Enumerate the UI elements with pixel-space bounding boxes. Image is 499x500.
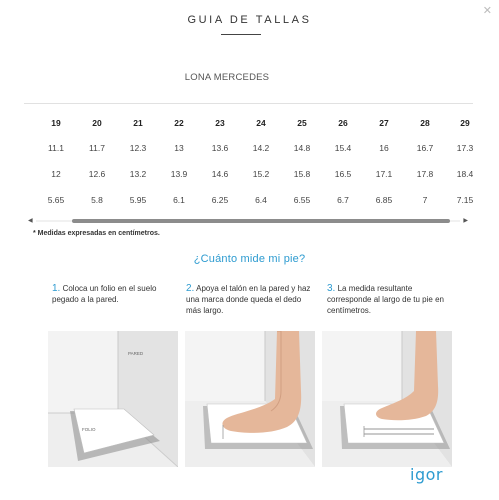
table-row	[0, 141, 499, 155]
table-cell: 16.7	[416, 143, 434, 153]
step-number: 1.	[52, 283, 61, 294]
table-cell: 16.5	[334, 169, 352, 179]
size-header-cell: 28	[420, 118, 430, 128]
table-cell: 12.3	[129, 143, 147, 153]
table-cell: 7	[422, 195, 428, 205]
room-illustration	[48, 331, 178, 467]
table-cell: 13.6	[211, 143, 229, 153]
table-cell: 17.3	[456, 143, 474, 153]
table-cell: 12.6	[88, 169, 106, 179]
table-row	[0, 193, 499, 207]
table-cell: 13.9	[170, 169, 188, 179]
table-cell: 7.15	[456, 195, 474, 205]
size-header-cell: 22	[174, 118, 184, 128]
table-scrollbar[interactable]	[28, 217, 468, 225]
table-cell: 17.8	[416, 169, 434, 179]
table-cell: 14.2	[252, 143, 270, 153]
size-header-cell: 29	[460, 118, 470, 128]
table-cell: 6.25	[211, 195, 229, 205]
table-cell: 16	[379, 143, 389, 153]
table-cell: 5.65	[47, 195, 65, 205]
step-1	[52, 283, 182, 305]
step-3	[327, 283, 457, 316]
size-table[interactable]	[0, 112, 499, 212]
size-header-cell: 20	[92, 118, 102, 128]
table-cell: 18.4	[456, 169, 474, 179]
triangle-right-icon[interactable]: ▶	[463, 218, 468, 224]
model-name: LONA MERCEDES	[184, 72, 270, 83]
step-text: La medida resultante corresponde al largo de tu pie en centímetros.	[327, 284, 444, 315]
step-text: Coloca un folio en el suelo pegado a la pared.	[52, 284, 157, 304]
triangle-left-icon[interactable]: ◀	[28, 218, 33, 224]
table-cell: 11.7	[89, 143, 105, 153]
step-2	[186, 283, 316, 316]
page-title: GUIA DE TALLAS	[187, 14, 312, 26]
brand-logo: igor	[410, 465, 443, 484]
table-cell: 12	[51, 169, 61, 179]
size-header-cell: 19	[51, 118, 61, 128]
scrollbar-thumb[interactable]	[72, 219, 450, 223]
close-icon[interactable]: ✕	[482, 5, 492, 17]
size-header-cell: 26	[338, 118, 348, 128]
units-note: * Medidas expresadas en centímetros.	[33, 230, 160, 237]
table-cell: 17.1	[375, 169, 393, 179]
table-cell: 6.1	[173, 195, 185, 205]
illustration-paper-on-floor	[48, 331, 178, 467]
wall-label: PARED	[128, 351, 144, 356]
table-cell: 14.6	[211, 169, 229, 179]
table-cell: 15.2	[252, 169, 270, 179]
size-header-cell: 25	[297, 118, 307, 128]
step-number: 2.	[186, 283, 195, 294]
divider	[24, 103, 473, 104]
step-number: 3.	[327, 283, 336, 294]
table-cell: 6.55	[293, 195, 311, 205]
size-header-cell: 21	[133, 118, 143, 128]
illustration-foot-marking	[185, 331, 315, 467]
illustration-measure	[322, 331, 452, 467]
table-row	[0, 167, 499, 181]
table-cell: 13	[174, 143, 184, 153]
size-header-cell: 23	[215, 118, 225, 128]
paper-label: FOLIO	[82, 427, 96, 432]
foot-on-paper-illustration	[185, 331, 315, 467]
table-cell: 5.8	[91, 195, 103, 205]
table-cell: 15.8	[293, 169, 311, 179]
step-text: Apoya el talón en la pared y haz una marca donde queda el dedo más largo.	[186, 284, 311, 315]
size-header-row	[0, 116, 499, 130]
table-cell: 6.7	[337, 195, 349, 205]
size-header-cell: 24	[256, 118, 266, 128]
table-cell: 13.2	[129, 169, 147, 179]
table-cell: 14.8	[293, 143, 311, 153]
table-cell: 6.4	[255, 195, 267, 205]
title-underline	[221, 34, 261, 35]
measure-illustration	[322, 331, 452, 467]
table-cell: 11.1	[48, 143, 64, 153]
size-header-cell: 27	[379, 118, 389, 128]
table-cell: 5.95	[129, 195, 147, 205]
how-to-title: ¿Cuánto mide mi pie?	[193, 253, 306, 265]
table-cell: 15.4	[334, 143, 352, 153]
table-cell: 6.85	[375, 195, 393, 205]
